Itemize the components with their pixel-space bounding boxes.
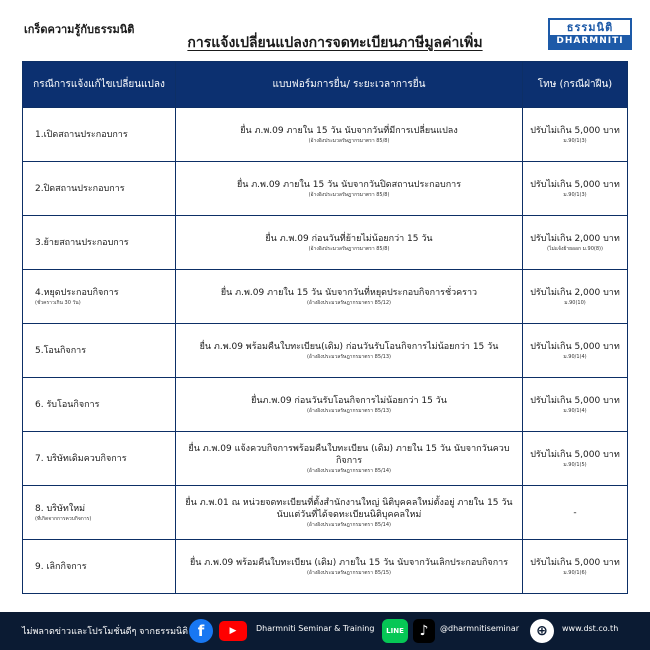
footer-bar [0, 612, 650, 650]
column-header-form: แบบฟอร์มการยื่น/ ระยะเวลาการยื่น [176, 62, 523, 108]
form-note: (อ้างอิงประมวลรัษฎากรมาตรา 85/15) [306, 569, 391, 576]
form-text: ยื่น ภ.พ.09 พร้อมคืนใบทะเบียน (เดิม) ภายใน 15 วัน นับจากวันเลิกประกอบกิจการ [189, 557, 509, 568]
form-cell [176, 432, 523, 486]
form-text: ยื่นภ.พ.09 ก่อนวันรับโอนกิจการไม่น้อยกว่า 15 วัน [251, 395, 447, 406]
case-note: (ที่เกิดจากการควบกิจการ) [35, 515, 92, 522]
table-row [23, 432, 628, 486]
table-row [23, 108, 628, 162]
penalty-text: - [573, 507, 577, 518]
logo-english-text: DHARMNITI [550, 35, 630, 48]
case-cell [23, 270, 176, 324]
case-cell [23, 162, 176, 216]
footer-social-name[interactable]: Dharmniti Seminar & Training [256, 624, 375, 633]
series-label: เกร็ดความรู้กับธรรมนิติ [24, 23, 135, 36]
penalty-note: (ไม่แจ้งย้ายออก ม.90(8)) [547, 245, 603, 252]
form-note: (อ้างอิงประมวลรัษฎากรมาตรา 85/8) [308, 137, 390, 144]
form-note: (อ้างอิงประมวลรัษฎากรมาตรา 85/13) [306, 407, 391, 414]
case-text: 5.โอนกิจการ [35, 345, 87, 356]
table-row [23, 486, 628, 540]
penalty-cell [523, 216, 628, 270]
tiktok-icon[interactable]: ♪ [413, 619, 435, 643]
dharmniti-logo [548, 18, 632, 50]
form-note: (อ้างอิงประมวลรัษฎากรมาตรา 85/12) [306, 299, 391, 306]
footer-tagline: ไม่พลาดข่าวและโปรโมชั่นดีๆ จากธรรมนิติ [22, 627, 189, 637]
column-header-case: กรณีการแจ้งแก้ไขเปลี่ยนแปลง [23, 62, 176, 108]
penalty-cell [523, 162, 628, 216]
case-cell [23, 378, 176, 432]
penalty-cell [523, 540, 628, 594]
case-cell [23, 432, 176, 486]
form-text: ยื่น ภ.พ.09 ภายใน 15 วัน นับจากวันที่หยุดประกอบกิจการชั่วคราว [220, 287, 478, 298]
form-note: (อ้างอิงประมวลรัษฎากรมาตรา 85/14) [306, 521, 391, 528]
penalty-cell [523, 378, 628, 432]
case-cell [23, 324, 176, 378]
penalty-note: ม.90/1(4) [563, 353, 587, 360]
penalty-cell [523, 486, 628, 540]
header [0, 0, 650, 58]
form-cell [176, 540, 523, 594]
form-note: (อ้างอิงประมวลรัษฎากรมาตรา 85/14) [306, 467, 391, 474]
line-icon[interactable]: LINE [382, 619, 408, 643]
case-text: 2.ปิดสถานประกอบการ [35, 183, 125, 194]
facebook-icon[interactable]: f [189, 619, 213, 643]
form-cell [176, 378, 523, 432]
penalty-text: ปรับไม่เกิน 5,000 บาท [530, 449, 620, 460]
penalty-text: ปรับไม่เกิน 5,000 บาท [530, 179, 620, 190]
penalty-text: ปรับไม่เกิน 2,000 บาท [530, 233, 620, 244]
table-row [23, 270, 628, 324]
form-cell [176, 324, 523, 378]
penalty-note: ม.90/1(3) [563, 191, 587, 198]
youtube-icon[interactable]: ▶ [219, 621, 247, 641]
vat-change-table [22, 61, 628, 594]
form-note: (อ้างอิงประมวลรัษฎากรมาตรา 85/8) [308, 245, 390, 252]
penalty-note: ม.90(10) [564, 299, 586, 306]
penalty-note: ม.90/1(6) [563, 569, 587, 576]
case-text: 8. บริษัทใหม่ [35, 503, 86, 514]
form-text: ยื่น ภ.พ.01 ณ หน่วยจดทะเบียนที่ตั้งสำนักงานใหญ่ นิติบุคคลใหม่ตั้งอยู่ ภายใน 15 วัน นับแต่วันที่ได้จดทะเบียนนิติบุคคลใหม่ [185, 497, 513, 520]
form-note: (อ้างอิงประมวลรัษฎากรมาตรา 85/13) [306, 353, 391, 360]
case-note: (ชั่วคราวเกิน 30 วัน) [35, 299, 81, 306]
case-text: 4.หยุดประกอบกิจการ [35, 287, 119, 298]
penalty-text: ปรับไม่เกิน 5,000 บาท [530, 341, 620, 352]
penalty-cell [523, 108, 628, 162]
case-cell [23, 108, 176, 162]
penalty-text: ปรับไม่เกิน 5,000 บาท [530, 557, 620, 568]
form-text: ยื่น ภ.พ.09 ภายใน 15 วัน นับจากวันปิดสถานประกอบการ [236, 179, 462, 190]
table-row [23, 378, 628, 432]
form-text: ยื่น ภ.พ.09 ภายใน 15 วัน นับจากวันที่มีการเปลี่ยนแปลง [240, 125, 458, 136]
page-title: การแจ้งเปลี่ยนแปลงการจดทะเบียนภาษีมูลค่าเพิ่ม [187, 35, 483, 51]
form-text: ยื่น ภ.พ.09 ก่อนวันที่ย้ายไม่น้อยกว่า 15 วัน [265, 233, 433, 244]
logo-thai-text: ธรรมนิติ [550, 20, 630, 35]
penalty-text: ปรับไม่เกิน 2,000 บาท [530, 287, 620, 298]
case-text: 3.ย้ายสถานประกอบการ [35, 237, 129, 248]
globe-icon[interactable]: ⊕ [530, 619, 554, 643]
penalty-text: ปรับไม่เกิน 5,000 บาท [530, 125, 620, 136]
table-row [23, 162, 628, 216]
table-row [23, 216, 628, 270]
column-header-penalty: โทษ (กรณีฝ่าฝืน) [523, 62, 628, 108]
form-cell [176, 270, 523, 324]
form-note: (อ้างอิงประมวลรัษฎากรมาตรา 85/8) [308, 191, 390, 198]
case-cell [23, 216, 176, 270]
footer-website[interactable]: www.dst.co.th [562, 624, 619, 633]
form-cell [176, 108, 523, 162]
form-cell [176, 486, 523, 540]
case-text: 1.เปิดสถานประกอบการ [35, 129, 128, 140]
form-cell [176, 216, 523, 270]
form-cell [176, 162, 523, 216]
penalty-text: ปรับไม่เกิน 5,000 บาท [530, 395, 620, 406]
form-text: ยื่น ภ.พ.09 พร้อมคืนใบทะเบียน(เดิม) ก่อนวันรับโอนกิจการไม่น้อยกว่า 15 วัน [199, 341, 499, 352]
form-text: ยื่น ภ.พ.09 แจ้งควบกิจการพร้อมคืนใบทะเบียน (เดิม) ภายใน 15 วัน นับจากวันควบกิจการ [188, 443, 510, 466]
penalty-cell [523, 432, 628, 486]
table-row [23, 540, 628, 594]
case-text: 6. รับโอนกิจการ [35, 399, 100, 410]
penalty-cell [523, 324, 628, 378]
case-cell [23, 486, 176, 540]
penalty-note: ม.90/1(3) [563, 137, 587, 144]
table-header-row [23, 62, 628, 108]
footer-social-handle[interactable]: @dharmnitiseminar [440, 624, 520, 633]
penalty-cell [523, 270, 628, 324]
case-text: 7. บริษัทเดิมควบกิจการ [35, 453, 127, 464]
table-row [23, 324, 628, 378]
case-text: 9. เลิกกิจการ [35, 561, 87, 572]
penalty-note: ม.90/1(4) [563, 407, 587, 414]
case-cell [23, 540, 176, 594]
penalty-note: ม.90/1(5) [563, 461, 587, 468]
